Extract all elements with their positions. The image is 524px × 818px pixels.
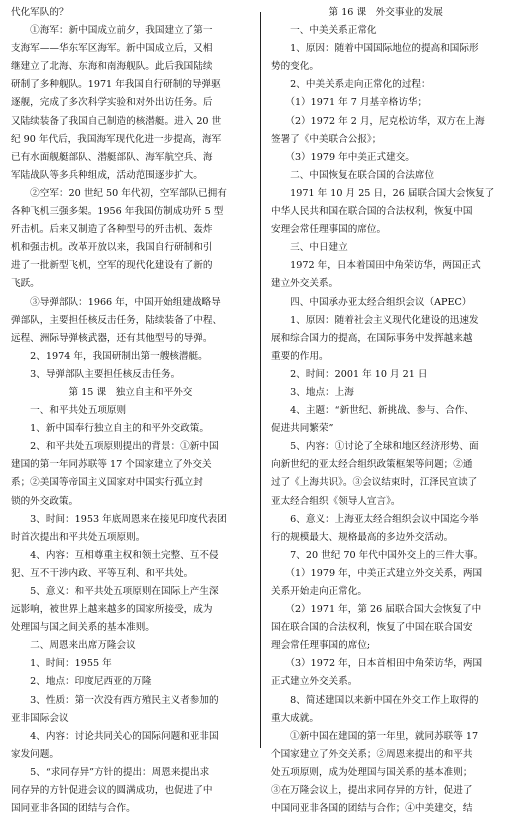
- left-text-line: 2、和平共处五项原则提出的背景：①新中国: [11, 441, 219, 453]
- left-text-line: 犯、互不干涉内政、平等互利、和平共处。: [11, 567, 194, 579]
- right-text-line: （1）1979 年，中美正式建立外交关系，两国: [271, 567, 483, 579]
- right-text-line: 1972 年，日本着国田中角荣访华，两国正式: [271, 260, 481, 272]
- left-text-line: 锁的外交政策。: [11, 495, 79, 507]
- right-text-line: 向新世纪的亚太经合组织政策框架等问题；②通: [271, 459, 473, 471]
- left-text-line: 逐舰，完成了多次科学实验和对外出访任务。后: [11, 97, 213, 109]
- right-text-line: 5、内容：①讨论了全球和地区经济形势、面: [271, 441, 479, 453]
- right-text-line: 6、意义：上海亚太经合组织会议中国迄今举: [271, 513, 479, 525]
- right-text-line: 重要的作用。: [271, 350, 329, 362]
- left-text-line: 纪 90 年代后，我国海军现代化进一步提高，海军: [11, 133, 222, 145]
- right-text-line: 促进共同繁荣”: [271, 423, 334, 435]
- left-text-line: 4、内容：讨论共同关心的国际问题和亚非国: [11, 730, 219, 742]
- right-text-line: 1、原因：随着社会主义现代化建设的迅速发: [271, 314, 479, 326]
- right-text-line: 3、地点：上海: [271, 386, 354, 398]
- left-text-line: 同存异的方针促进会议的圆满成功，也促进了中: [11, 785, 213, 797]
- right-column: [271, 4, 515, 818]
- right-text-line: 中华人民共和国在联合国的合法权利，恢复中国: [271, 206, 473, 218]
- right-text-line: 亚太经合组织《领导人宣言》。: [271, 495, 401, 507]
- left-text-line: ③导弹部队：1966 年，中国开始组建战略导: [11, 296, 221, 308]
- right-text-line: 三、中日建立: [271, 242, 348, 254]
- left-text-line: 已有水面舰艇部队、潜艇部队、海军航空兵、海: [11, 151, 213, 163]
- left-text-line: 5、“求同存异”方针的提出：周恩来提出求: [11, 766, 210, 778]
- left-text-line: 亚非国际会议: [11, 712, 69, 724]
- left-text-line: 国同亚非各国的团结与合作。: [11, 803, 136, 815]
- left-text-line: 2、1974 年，我国研制出第一艘核潜艇。: [11, 350, 208, 362]
- left-text-line: 5、意义：和平共处五项原则在国际上产生深: [11, 586, 219, 597]
- right-text-line: 势的变化。: [271, 61, 319, 73]
- left-text-line: 歼击机。后来又制造了各种型号的歼击机、轰炸: [11, 224, 213, 236]
- right-text-line: 重大成就。: [271, 712, 319, 724]
- left-text-line: 继建立了北海、东海和南海舰队。此后我国陆续: [11, 61, 213, 73]
- right-text-line: 7、20 世纪 70 年代中国外交上的三件大事。: [271, 549, 484, 561]
- right-text-line: 4、主题：“新世纪、新挑战、参与、合作、: [271, 405, 474, 417]
- right-text-line: 个国家建立了外交关系；②周恩来提出的和平共: [271, 748, 473, 760]
- right-text-line: （3）1979 年中美正式建交。: [271, 151, 415, 163]
- right-text-line: 一、中美关系正常化: [271, 25, 377, 37]
- left-text-line: 各种飞机三强多架。1956 年我国仿制成功歼 5 型: [11, 206, 224, 218]
- right-text-line: （3）1972 年，日本首相田中角荣访华，两国: [271, 658, 483, 670]
- right-text-line: 签署了《中美联合公报》；: [271, 133, 382, 145]
- left-text-line: 时首次提出和平共处五项原则。: [11, 531, 146, 543]
- left-text-line: 4、内容：互相尊重主权和领土完整、互不侵: [11, 549, 219, 561]
- left-text-line: 支海军——华东军区海军。新中国成立后，又相: [11, 43, 213, 55]
- left-text-line: 飞跃。: [11, 278, 40, 290]
- left-text-line: 建国的第一年同苏联等 17 个国家建立了外交关: [11, 459, 212, 471]
- right-text-line: ③在万隆会议上，提出求同存异的方针，促进了: [271, 785, 473, 797]
- left-text-line: 二、周恩来出席万隆会议: [11, 640, 136, 652]
- left-text-line: 远程、洲际导弹核武器，还有其他型号的导弹。: [11, 332, 213, 344]
- left-text-line: 第 15 课 独立自主和平外交: [11, 386, 193, 398]
- left-text-line: 军陆战队等多兵种组成，活动范围逐步扩大。: [11, 169, 203, 181]
- left-text-line: 进了一批新型飞机，空军的现代化建设有了新的: [11, 260, 213, 272]
- right-text-line: 二、中国恢复在联合国的合法席位: [271, 169, 435, 181]
- right-text-line: （2）1972 年 2 月，尼克松访华，双方在上海: [271, 115, 485, 127]
- left-text-line: ②空军：20 世纪 50 年代初，空军部队已拥有: [11, 187, 227, 199]
- right-text-line: 正式建立外交关系。: [271, 676, 358, 688]
- right-text-line: 安理会常任理事国的席位。: [271, 224, 387, 236]
- right-text-line: （2）1971 年，第 26 届联合国大会恢复了中: [271, 604, 482, 616]
- left-text-line: 3、时间：1953 年底周恩来在接见印度代表团: [11, 513, 227, 525]
- right-text-line: 中国同亚非各国的团结与合作；④中美建交，结: [271, 803, 473, 815]
- left-text-line: 代化军队的？: [11, 7, 69, 18]
- right-text-line: 关系开始走向正常化。: [271, 586, 367, 597]
- left-column: [11, 4, 249, 818]
- left-text-line: 机和强击机。改革开放以来，我国自行研制和引: [11, 242, 213, 254]
- left-text-line: 系；②美国等帝国主义国家对中国实行孤立封: [11, 477, 203, 489]
- right-text-line: 1971 年 10 月 25 日，26 届联合国大会恢复了: [271, 187, 495, 199]
- right-text-line: 建立外交关系。: [271, 278, 339, 290]
- left-text-line: 处理国与国之间关系的基本准则。: [11, 622, 155, 634]
- right-text-line: 2、中美关系走向正常化的过程：: [271, 79, 431, 91]
- left-text-line: 3、导弹部队主要担任核反击任务。: [11, 368, 181, 380]
- left-text-line: 家发问题。: [11, 748, 59, 760]
- left-text-line: 1、时间：1955 年: [11, 658, 112, 670]
- right-text-line: 处五项原则，成为处理国与国关系的基本准则；: [271, 766, 473, 778]
- left-text-line: 研制了多种舰队。1971 年我国自行研制的导弹驱: [11, 79, 221, 91]
- left-text-line: 2、地点：印度尼西亚的万隆: [11, 676, 152, 688]
- right-text-line: 四、中国承办亚太经合组织会议（APEC）: [271, 296, 472, 308]
- right-text-line: 理会常任理事国的席位;: [271, 640, 371, 652]
- right-text-line: ①新中国在建国的第一年里，就同苏联等 17: [271, 730, 479, 742]
- right-text-line: 国在联合国的合法权利，恢复了中国在联合国安: [271, 622, 473, 634]
- right-text-line: 过了《上海共识》。③会议结束时，江泽民宣读了: [271, 477, 478, 489]
- right-text-line: 2、时间：2001 年 10 月 21 日: [271, 368, 428, 380]
- right-text-line: 行的规模最大、规格最高的多边外交活动。: [271, 531, 454, 543]
- left-text-line: 3、性质：第一次没有西方殖民主义者参加的: [11, 694, 219, 706]
- left-text-line: 1、新中国奉行独立自主的和平外交政策。: [11, 423, 209, 435]
- left-text-line: ①海军：新中国成立前夕，我国建立了第一: [11, 25, 213, 37]
- left-text-line: 弹部队，主要担任核反击任务，陆续装备了中程、: [11, 314, 223, 326]
- left-text-line: 又陆续装备了我国自己制造的核潜艇。进入 20 世: [11, 115, 222, 127]
- right-text-line: 第 16 课 外交事业的发展: [271, 7, 443, 18]
- right-text-line: 展和综合国力的提高，在国际事务中发挥越来越: [271, 332, 473, 344]
- column-divider: [260, 12, 261, 748]
- right-text-line: 8、简述建国以来新中国在外交工作上取得的: [271, 694, 479, 706]
- right-text-line: （1）1971 年 7 月基辛格访华；: [271, 97, 428, 109]
- right-text-line: 1、原因：随着中国国际地位的提高和国际形: [271, 43, 479, 55]
- left-text-line: 一、和平共处五项原则: [11, 405, 127, 417]
- left-text-line: 远影响，被世界上越来越多的国家所接受，成为: [11, 604, 213, 616]
